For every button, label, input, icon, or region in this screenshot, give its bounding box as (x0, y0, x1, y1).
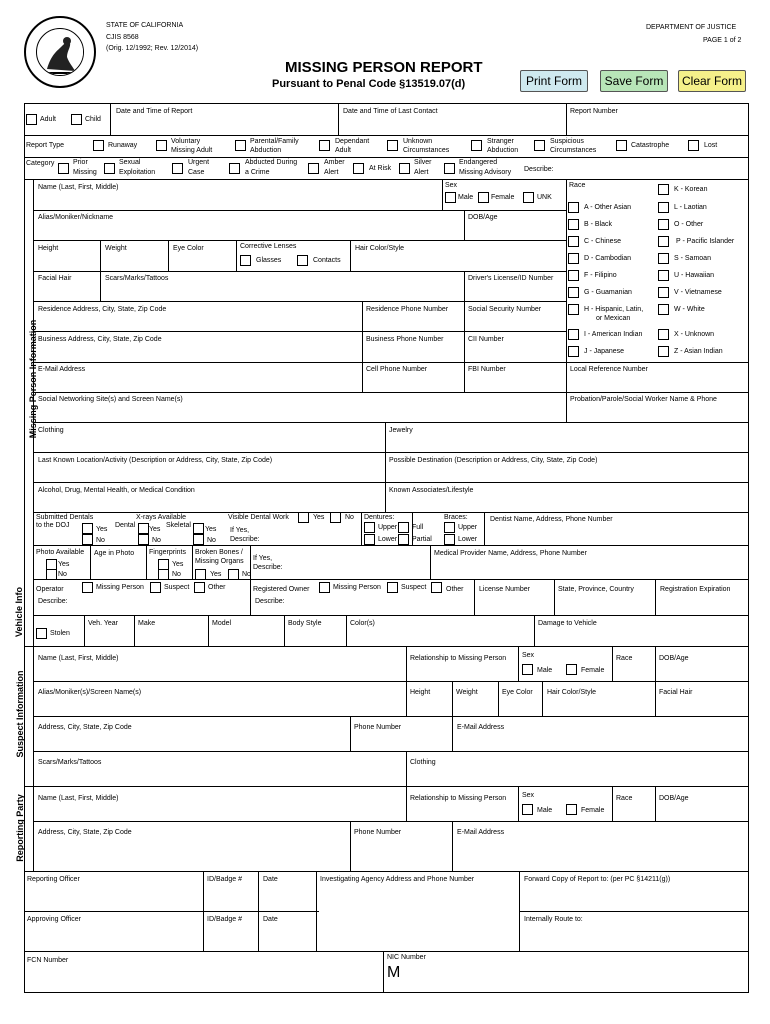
at-risk-checkbox[interactable] (353, 163, 364, 174)
damage-label: Damage to Vehicle (538, 620, 597, 627)
xray-dental-yes-label: Yes (149, 526, 161, 533)
silver-label: Silver (414, 159, 432, 166)
state-province-label: State, Province, Country (558, 586, 634, 593)
abducted-label-2: a Crime (245, 169, 270, 176)
fbi-label: FBI Number (468, 366, 506, 373)
clear-form-button[interactable]: Clear Form (678, 70, 746, 92)
social-networking-label: Social Networking Site(s) and Screen Name(s) (38, 396, 183, 403)
race-i-checkbox[interactable] (568, 329, 579, 340)
urgent-case-checkbox[interactable] (172, 163, 183, 174)
race-x-label: X - Unknown (674, 331, 715, 338)
internally-route-label: Internally Route to: (524, 916, 583, 923)
suspect-hair-label: Hair Color/Style (547, 689, 597, 696)
dental-if-yes-label: If Yes, (230, 527, 250, 534)
race-h-label-2: or Mexican (596, 315, 631, 322)
body-style-label: Body Style (288, 620, 322, 627)
reporting-name-label: Name (Last, First, Middle) (38, 795, 119, 802)
fingerprints-no-checkbox[interactable] (158, 569, 169, 580)
form-title: MISSING PERSON REPORT (285, 59, 483, 76)
race-a-checkbox[interactable] (568, 202, 579, 213)
report-number-label: Report Number (570, 108, 618, 115)
reporting-female-checkbox[interactable] (566, 804, 577, 815)
reporting-dob-label: DOB/Age (659, 795, 689, 802)
residence-address-label: Residence Address, City, State, Zip Code (38, 306, 167, 313)
height-label: Height (38, 245, 59, 252)
cell-phone-label: Cell Phone Number (366, 366, 428, 373)
medical-provider-label: Medical Provider Name, Address, Phone Number (434, 550, 587, 557)
seal-figure-icon (37, 29, 84, 76)
prior-missing-checkbox[interactable] (58, 163, 69, 174)
suspect-eye-label: Eye Color (502, 689, 533, 696)
registered-missing-label: Missing Person (333, 584, 381, 591)
dentures-lower-checkbox[interactable] (364, 534, 375, 545)
registered-missing-checkbox[interactable] (319, 582, 330, 593)
race-g-checkbox[interactable] (568, 287, 579, 298)
missing-female-label: Female (491, 194, 515, 201)
department-label: DEPARTMENT OF JUSTICE (646, 24, 737, 31)
race-f-label: F - Filipino (584, 272, 617, 279)
missing-unk-checkbox[interactable] (523, 192, 534, 203)
scars-label: Scars/Marks/Tattoos (105, 275, 169, 282)
amber-label: Amber (324, 159, 345, 166)
xray-dental-no-label: No (152, 537, 161, 544)
suspect-phone-label: Phone Number (354, 724, 402, 731)
last-known-location-label: Last Known Location/Activity (Description or Address, City, State, Zip Code) (38, 457, 273, 464)
race-u-label: U - Hawaiian (674, 272, 715, 279)
contacts-checkbox[interactable] (297, 255, 308, 266)
race-k-label: K - Korean (674, 186, 708, 193)
registered-describe-label: Describe: (255, 598, 285, 605)
possible-destination-label: Possible Destination (Description or Address, City, State, Zip Code) (389, 457, 598, 464)
abducted-label: Abducted During (245, 159, 298, 166)
registered-other-checkbox[interactable] (431, 582, 442, 593)
approving-date-label: Date (263, 916, 278, 923)
registered-suspect-checkbox[interactable] (387, 582, 398, 593)
associates-label: Known Associates/Lifestyle (389, 487, 474, 494)
approving-officer-label: Approving Officer (27, 916, 81, 923)
suspect-sex-label: Sex (522, 652, 535, 659)
unknown-label: Unknown (403, 138, 433, 145)
dob-label: DOB/Age (468, 214, 498, 221)
lost-label: Lost (704, 142, 718, 149)
registered-owner-label: Registered Owner (253, 586, 310, 593)
race-s-checkbox[interactable] (658, 253, 669, 264)
voluntary-label-2: Missing Adult (171, 147, 213, 154)
dentures-partial-label: Partial (412, 536, 432, 543)
race-u-checkbox[interactable] (658, 270, 669, 281)
race-a-label: A - Other Asian (584, 204, 632, 211)
license-number-label: License Number (479, 586, 530, 593)
category-label: Category (26, 160, 55, 167)
dentures-label: Dentures: (364, 514, 395, 521)
catastrophe-checkbox[interactable] (616, 140, 627, 151)
braces-lower-checkbox[interactable] (444, 534, 455, 545)
reporting-sex-label: Sex (522, 792, 535, 799)
braces-label: Braces: (444, 514, 468, 521)
email-label: E-Mail Address (38, 366, 86, 373)
dentures-lower-label: Lower (378, 536, 398, 543)
missing-unk-label: UNK (537, 194, 552, 201)
reporting-officer-label: Reporting Officer (27, 876, 80, 883)
race-i-label: I - American Indian (584, 331, 643, 338)
alias-label: Alias/Moniker/Nickname (38, 214, 114, 221)
broken-if-yes-label: If Yes, (253, 555, 273, 562)
dental-doj-yes-checkbox[interactable] (82, 523, 93, 534)
suspect-male-label: Male (537, 667, 553, 674)
suspect-height-label: Height (410, 689, 431, 696)
reporting-party-section-label: Reporting Party (15, 794, 25, 862)
dentals-label-2: to the DOJ (36, 522, 70, 529)
broken-bones-label-2: Missing Organs (195, 558, 244, 565)
braces-lower-label: Lower (458, 536, 478, 543)
reporting-male-checkbox[interactable] (522, 804, 533, 815)
date-time-report-label: Date and Time of Report (116, 108, 193, 115)
dependent-label-2: Adult (335, 147, 351, 154)
reporting-race-label: Race (616, 795, 633, 802)
vehicle-model-label: Model (212, 620, 232, 627)
state-label: STATE OF CALIFORNIA (106, 22, 184, 29)
urgent-label: Urgent (188, 159, 210, 166)
race-v-checkbox[interactable] (658, 287, 669, 298)
fingerprints-label: Fingerprints (149, 549, 186, 556)
xray-skeletal-label: Skeletal (166, 522, 191, 529)
suspicious-label-2: Circumstances (550, 147, 597, 154)
operator-describe-label: Describe: (38, 598, 68, 605)
race-v-label: V - Vietnamese (674, 289, 722, 296)
glasses-label: Glasses (256, 257, 282, 264)
registration-expiration-label: Registration Expiration (660, 586, 731, 593)
race-w-checkbox[interactable] (658, 304, 669, 315)
nic-label: NIC Number (387, 954, 426, 961)
broken-yes-label: Yes (210, 571, 222, 578)
prior-label: Prior (73, 159, 88, 166)
adult-checkbox[interactable] (26, 114, 37, 125)
dental-doj-no-label: No (96, 537, 105, 544)
xray-skeletal-yes-checkbox[interactable] (193, 523, 204, 534)
vehicle-make-label: Make (138, 620, 156, 627)
visible-dental-no-checkbox[interactable] (330, 512, 341, 523)
residence-phone-label: Residence Phone Number (366, 306, 449, 313)
xray-skeletal-no-checkbox[interactable] (193, 534, 204, 545)
race-h-label: H - Hispanic, Latin, (584, 306, 644, 313)
parental-checkbox[interactable] (235, 140, 246, 151)
xray-skeletal-yes-label: Yes (205, 526, 217, 533)
weight-label: Weight (105, 245, 127, 252)
operator-label: Operator (36, 586, 64, 593)
suspect-female-label: Female (581, 667, 605, 674)
race-g-label: G - Guamanian (584, 289, 632, 296)
visible-dental-no-label: No (345, 514, 354, 521)
missing-female-checkbox[interactable] (478, 192, 489, 203)
broken-no-label: No (242, 571, 251, 578)
seal-center (36, 28, 84, 76)
reporting-date-label: Date (263, 876, 278, 883)
endangered-checkbox[interactable] (444, 163, 455, 174)
at-risk-label: At Risk (369, 165, 392, 172)
race-c-label: C - Chinese (584, 238, 621, 245)
visible-dental-label: Visible Dental Work (228, 514, 289, 521)
reporting-badge-label: ID/Badge # (207, 876, 243, 883)
visible-dental-yes-checkbox[interactable] (298, 512, 309, 523)
dependent-checkbox[interactable] (319, 140, 330, 151)
lost-checkbox[interactable] (688, 140, 699, 151)
form-subtitle: Pursuant to Penal Code §13519.07(d) (272, 78, 466, 90)
suspect-facial-label: Facial Hair (659, 689, 693, 696)
sexual-label-2: Exploitation (119, 169, 156, 176)
xrays-label: X-rays Available (136, 514, 187, 521)
amber-label-2: Alert (324, 169, 339, 176)
race-k-checkbox[interactable] (658, 184, 669, 195)
adult-label: Adult (40, 116, 56, 123)
stranger-checkbox[interactable] (471, 140, 482, 151)
suspect-dob-label: DOB/Age (659, 655, 689, 662)
reporting-relationship-label: Relationship to Missing Person (410, 795, 507, 802)
unknown-circumstances-checkbox[interactable] (387, 140, 398, 151)
suspect-male-checkbox[interactable] (522, 664, 533, 675)
reporting-address-label: Address, City, State, Zip Code (38, 829, 132, 836)
race-d-checkbox[interactable] (568, 253, 579, 264)
eye-color-label: Eye Color (173, 245, 204, 252)
race-b-checkbox[interactable] (568, 219, 579, 230)
registered-suspect-label: Suspect (401, 584, 427, 591)
dental-describe-label: Describe: (230, 536, 260, 543)
contacts-label: Contacts (313, 257, 341, 264)
vehicle-section-label: Vehicle Info (14, 587, 24, 638)
missing-sex-label: Sex (445, 182, 458, 189)
race-s-label: S - Samoan (674, 255, 711, 262)
glasses-checkbox[interactable] (240, 255, 251, 266)
form-id: CJIS 8568 (106, 34, 139, 41)
unknown-label-2: Circumstances (403, 147, 450, 154)
probation-label: Probation/Parole/Social Worker Name & Phone (570, 396, 717, 403)
race-d-label: D - Cambodian (584, 255, 632, 262)
broken-yes-checkbox[interactable] (195, 569, 206, 580)
race-b-label: B - Black (584, 221, 613, 228)
suspect-alias-label: Alias/Moniker(s)/Screen Name(s) (38, 689, 142, 696)
silver-label-2: Alert (414, 169, 429, 176)
suspect-race-label: Race (616, 655, 633, 662)
hair-label: Hair Color/Style (355, 245, 405, 252)
vehicle-colors-label: Color(s) (350, 620, 375, 627)
fingerprints-no-label: No (172, 571, 181, 578)
lenses-label: Corrective Lenses (240, 243, 297, 250)
suspect-address-label: Address, City, State, Zip Code (38, 724, 132, 731)
operator-other-checkbox[interactable] (194, 582, 205, 593)
dentures-full-label: Full (412, 524, 424, 531)
doj-seal (24, 16, 96, 88)
broken-describe-label: Describe: (253, 564, 283, 571)
xray-dental-yes-checkbox[interactable] (138, 523, 149, 534)
urgent-label-2: Case (188, 169, 205, 176)
photo-no-label: No (58, 571, 67, 578)
race-o-label: O - Other (674, 221, 704, 228)
race-p-label: P - Pacific Islander (676, 238, 735, 245)
xray-skeletal-no-label: No (207, 537, 216, 544)
braces-upper-label: Upper (458, 524, 478, 531)
suspect-scars-label: Scars/Marks/Tattoos (38, 759, 102, 766)
suspect-section-label: Suspect Information (15, 670, 25, 758)
business-address-label: Business Address, City, State, Zip Code (38, 336, 162, 343)
stolen-label: Stolen (50, 630, 70, 637)
cii-label: CII Number (468, 336, 504, 343)
category-describe-label: Describe: (524, 166, 554, 173)
business-phone-label: Business Phone Number (366, 336, 444, 343)
race-x-checkbox[interactable] (658, 329, 669, 340)
suspect-relationship-label: Relationship to Missing Person (410, 655, 507, 662)
catastrophe-label: Catastrophe (631, 142, 670, 149)
visible-dental-yes-label: Yes (313, 514, 325, 521)
child-checkbox[interactable] (71, 114, 82, 125)
stranger-label: Stranger (487, 138, 514, 145)
endangered-label-2: Missing Advisory (459, 169, 512, 176)
photo-no-checkbox[interactable] (46, 569, 57, 580)
missing-male-checkbox[interactable] (445, 192, 456, 203)
photo-yes-label: Yes (58, 561, 70, 568)
parental-label: Parental/Family (250, 138, 299, 145)
sexual-exploitation-checkbox[interactable] (104, 163, 115, 174)
child-label: Child (85, 116, 101, 123)
page-number: PAGE 1 of 2 (703, 37, 742, 44)
xray-dental-no-checkbox[interactable] (138, 534, 149, 545)
operator-suspect-label: Suspect (164, 584, 190, 591)
runaway-label: Runaway (108, 142, 138, 149)
dental-doj-no-checkbox[interactable] (82, 534, 93, 545)
xray-dental-label: Dental (115, 522, 136, 529)
local-ref-label: Local Reference Number (570, 366, 648, 373)
race-w-label: W - White (674, 306, 705, 313)
form-frame (24, 103, 749, 993)
date-time-contact-label: Date and Time of Last Contact (343, 108, 438, 115)
suspicious-checkbox[interactable] (534, 140, 545, 151)
save-form-button[interactable]: Save Form (600, 70, 668, 92)
prior-label-2: Missing (73, 169, 97, 176)
dentist-label: Dentist Name, Address, Phone Number (490, 516, 613, 523)
photo-available-label: Photo Available (36, 549, 85, 556)
race-h-checkbox[interactable] (568, 304, 579, 315)
race-p-checkbox[interactable] (658, 236, 669, 247)
race-j-label: J - Japanese (584, 348, 625, 355)
dentures-full-checkbox[interactable] (398, 522, 409, 533)
ssn-label: Social Security Number (468, 306, 542, 313)
voluntary-checkbox[interactable] (156, 140, 167, 151)
race-z-label: Z - Asian Indian (674, 348, 723, 355)
dentures-partial-checkbox[interactable] (398, 534, 409, 545)
runaway-checkbox[interactable] (93, 140, 104, 151)
silver-alert-checkbox[interactable] (399, 163, 410, 174)
dentures-upper-label: Upper (378, 524, 398, 531)
dental-doj-yes-label: Yes (96, 526, 108, 533)
race-l-checkbox[interactable] (658, 202, 669, 213)
reporting-female-label: Female (581, 807, 605, 814)
dependent-label: Dependant (335, 138, 370, 145)
vehicle-year-label: Veh. Year (88, 620, 118, 627)
nic-value[interactable]: M (387, 964, 401, 981)
race-o-checkbox[interactable] (658, 219, 669, 230)
dentures-upper-checkbox[interactable] (364, 522, 375, 533)
form-revision: (Orig. 12/1992; Rev. 12/2014) (106, 45, 199, 52)
registered-other-label: Other (446, 586, 464, 593)
stranger-label-2: Abduction (487, 147, 519, 154)
reporting-male-label: Male (537, 807, 553, 814)
print-form-button[interactable]: Print Form (520, 70, 588, 92)
operator-missing-checkbox[interactable] (82, 582, 93, 593)
race-c-checkbox[interactable] (568, 236, 579, 247)
forward-copy-label: Forward Copy of Report to: (per PC §14211(g)) (524, 876, 671, 883)
suspicious-label: Suspicious (550, 138, 584, 145)
agency-label: Investigating Agency Address and Phone Number (320, 876, 475, 883)
approving-badge-label: ID/Badge # (207, 916, 243, 923)
missing-person-section-label: Missing Person Information (28, 319, 38, 439)
drivers-license-label: Driver's License/ID Number (468, 275, 554, 282)
race-f-checkbox[interactable] (568, 270, 579, 281)
operator-other-label: Other (208, 584, 226, 591)
report-type-label: Report Type (26, 142, 65, 149)
clothing-label: Clothing (38, 427, 64, 434)
missing-male-label: Male (458, 194, 474, 201)
broken-no-checkbox[interactable] (228, 569, 239, 580)
fingerprints-yes-label: Yes (172, 561, 184, 568)
parental-label-2: Abduction (250, 147, 282, 154)
abducted-checkbox[interactable] (229, 163, 240, 174)
dentals-label: Submitted Dentals (36, 514, 94, 521)
suspect-clothing-label: Clothing (410, 759, 436, 766)
voluntary-label: Voluntary (171, 138, 201, 145)
missing-name-label: Name (Last, First, Middle) (38, 184, 119, 191)
age-in-photo-label: Age in Photo (94, 550, 135, 557)
endangered-label: Endangered (459, 159, 498, 166)
broken-bones-label: Broken Bones / (195, 549, 243, 556)
jewelry-label: Jewelry (389, 427, 413, 434)
race-label: Race (569, 182, 586, 189)
reporting-phone-label: Phone Number (354, 829, 402, 836)
race-z-checkbox[interactable] (658, 346, 669, 357)
sexual-label: Sexual (119, 159, 141, 166)
suspect-weight-label: Weight (456, 689, 478, 696)
medical-condition-label: Alcohol, Drug, Mental Health, or Medical Condition (38, 487, 195, 494)
facial-hair-label: Facial Hair (38, 275, 72, 282)
suspect-name-label: Name (Last, First, Middle) (38, 655, 119, 662)
race-j-checkbox[interactable] (568, 346, 579, 357)
braces-upper-checkbox[interactable] (444, 522, 455, 533)
stolen-checkbox[interactable] (36, 628, 47, 639)
suspect-female-checkbox[interactable] (566, 664, 577, 675)
fcn-label: FCN Number (27, 957, 69, 964)
reporting-email-label: E-Mail Address (457, 829, 505, 836)
operator-missing-label: Missing Person (96, 584, 144, 591)
operator-suspect-checkbox[interactable] (150, 582, 161, 593)
amber-alert-checkbox[interactable] (308, 163, 319, 174)
race-l-label: L - Laotian (674, 204, 707, 211)
suspect-email-label: E-Mail Address (457, 724, 505, 731)
